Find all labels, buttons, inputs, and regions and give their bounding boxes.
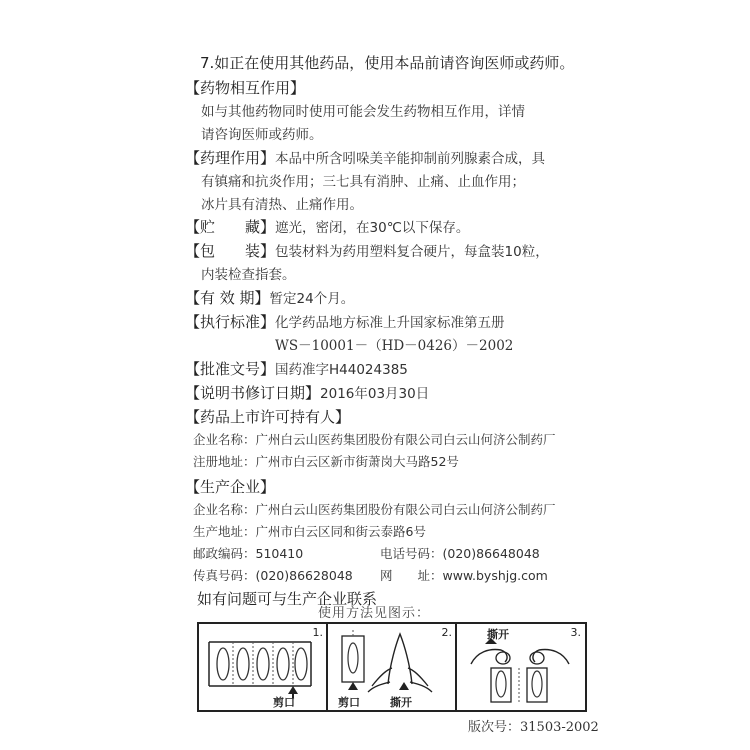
storage-heading: 【贮 藏】 [185, 218, 276, 236]
approval-section [185, 358, 408, 379]
package-heading: 【包 装】 [185, 242, 276, 260]
step-3-number: 3. [570, 626, 581, 639]
fax-number: 传真号码：(020)86628048 [193, 568, 353, 583]
website: 网 址：www.byshjg.com [380, 568, 548, 583]
validity-text: 暂定24个月。 [269, 291, 355, 307]
pharmacology-line-2: 有镇痛和抗炎作用；三七具有消肿、止痛、止血作用； [201, 174, 525, 190]
step-3-panel [455, 622, 587, 712]
package-line-2: 内装检查指套。 [201, 267, 296, 283]
revision-date: 2016年03月30日 [320, 386, 430, 402]
storage-text: 遮光，密闭，在30℃以下保存。 [275, 220, 470, 236]
step-2-number: 2. [441, 626, 452, 639]
postcode: 邮政编码：510410 [193, 546, 304, 561]
revision-section [185, 382, 429, 403]
holder-name: 企业名称：广州白云山医药集团股份有限公司白云山何济公制药厂 [193, 432, 556, 447]
standard-line-1: 化学药品地方标准上升国家标准第五册 [275, 315, 505, 331]
step-1-number: 1. [312, 626, 323, 639]
step-1-cut-label: 剪口 [273, 696, 295, 709]
validity-heading: 【有 效 期】 [185, 289, 270, 307]
standard-heading: 【执行标准】 [185, 313, 276, 331]
step-2-cut-label: 剪口 [338, 696, 360, 709]
phone-number: 电话号码：(020)86648048 [380, 546, 540, 561]
producer-heading: 【生产企业】 [185, 478, 276, 496]
pharmacology-section [185, 147, 545, 168]
step-2-panel [326, 622, 458, 712]
approval-text: 国药准字H44024385 [275, 362, 408, 378]
holder-heading: 【药品上市许可持有人】 [185, 408, 351, 426]
package-section [185, 240, 549, 261]
storage-section [185, 216, 469, 237]
package-line-1: 包装材料为药用塑料复合硬片，每盒装10粒， [275, 244, 549, 260]
revision-heading: 【说明书修订日期】 [185, 384, 321, 402]
contact-note: 如有问题可与生产企业联系 [197, 590, 378, 608]
producer-name: 企业名称：广州白云山医药集团股份有限公司白云山何济公制药厂 [193, 502, 556, 517]
pharmacology-heading: 【药理作用】 [185, 149, 276, 167]
step-2-tear-label: 撕开 [390, 696, 412, 709]
item-7: 7.如正在使用其他药品，使用本品前请咨询医师或药师。 [200, 54, 575, 72]
producer-address: 生产地址：广州市白云区同和街云泰路6号 [193, 524, 426, 539]
step-1-illustration [199, 624, 327, 710]
standard-section [185, 311, 505, 332]
version-number: 版次号：31503-2002 [468, 720, 599, 735]
pharmacology-line-1: 本品中所含吲哚美辛能抑制前列腺素合成，具 [275, 151, 546, 167]
standard-line-2: WS－10001－（HD－0426）－2002 [275, 338, 514, 354]
instructions-title: 使用方法见图示： [318, 606, 431, 621]
interaction-line-1: 如与其他药物同时使用可能会发生药物相互作用，详情 [201, 104, 525, 120]
step-1-panel [197, 622, 329, 712]
step-3-illustration [457, 624, 585, 710]
step-3-tear-label: 撕开 [487, 628, 509, 641]
pharmacology-line-3: 冰片具有清热、止痛作用。 [201, 197, 363, 213]
interaction-line-2: 请咨询医师或药师。 [201, 127, 323, 143]
holder-address: 注册地址：广州市白云区新市街萧岗大马路52号 [193, 454, 459, 469]
interaction-heading: 【药物相互作用】 [185, 79, 306, 97]
approval-heading: 【批准文号】 [185, 360, 276, 378]
validity-section [185, 287, 354, 308]
